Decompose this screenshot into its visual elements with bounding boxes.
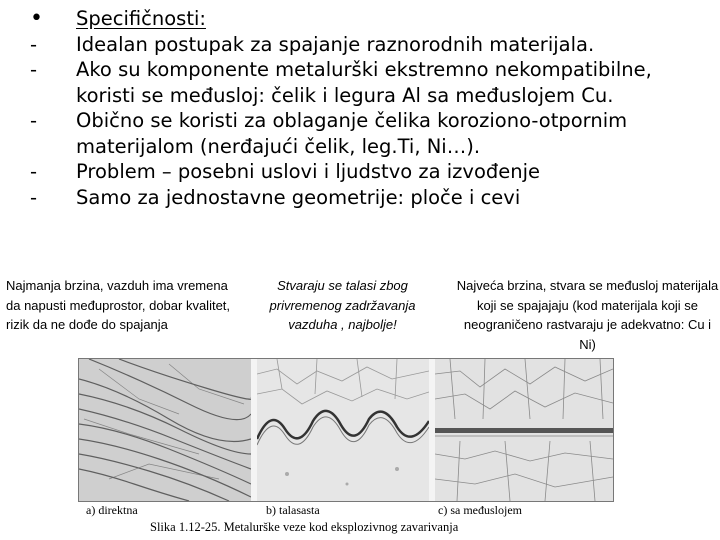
- bullet-text: Idealan postupak za spajanje raznorodnih materijala.: [76, 32, 595, 56]
- bullet-text: Samo za jednostavne geometrije: ploče i cevi: [76, 185, 521, 209]
- micrograph-interlayer: [435, 359, 613, 501]
- micrograph-wavy: [257, 359, 429, 501]
- bullet-text: Specifičnosti:: [76, 7, 206, 30]
- panel-label-direct: a) direktna: [86, 503, 138, 517]
- bullet-marker: -: [30, 185, 38, 209]
- bullet-item: [30, 57, 710, 108]
- bullet-item: [30, 108, 710, 159]
- bullet-marker: •: [30, 6, 43, 31]
- panel-label-wavy: b) talasasta: [266, 503, 320, 517]
- figure-caption: Slika 1.12-25. Metalurške veze kod eksplozivnog zavarivanja: [150, 520, 459, 534]
- micrograph-figure: [78, 358, 614, 502]
- bullet-marker: -: [30, 32, 38, 56]
- bullet-marker: -: [30, 109, 38, 132]
- bullet-list: [30, 6, 710, 210]
- bullet-item: [30, 6, 710, 32]
- bullet-text: Obično se koristi za oblaganje čelika koroziono-otpornim materijalom (nerđajući čelik, leg.Ti, Ni…).: [76, 109, 628, 158]
- caption-interlayer-bond: Najveća brzina, stvara se međusloj materijala koji se spajajaju (kod materijala koji se neograničeno rastvaraju je adekvatno: Cu i Ni): [456, 278, 719, 352]
- bullet-item: [30, 185, 710, 211]
- bullet-text: Ako su komponente metalurški ekstremno nekompatibilne, koristi se međusloj: čelik i legura Al sa međuslojem Cu.: [76, 58, 652, 107]
- bullet-text: Problem – posebni uslovi i ljudstvo za izvođenje: [76, 160, 541, 183]
- micrograph-direct: [79, 359, 251, 501]
- panel-label-interlayer: c) sa međuslojem: [438, 503, 522, 517]
- bullet-marker: -: [30, 160, 38, 183]
- bullet-marker: -: [30, 58, 38, 81]
- caption-wavy-bond: Stvaraju se talasi zbog privremenog zadržavanja vazduha , najbolje!: [269, 278, 416, 332]
- bullet-item: [30, 32, 710, 58]
- caption-direct-bond: Najmanja brzina, vazduh ima vremena da napusti međuprostor, dobar kvalitet, rizik da ne dođe do spajanja: [6, 278, 231, 332]
- bullet-item: [30, 159, 710, 185]
